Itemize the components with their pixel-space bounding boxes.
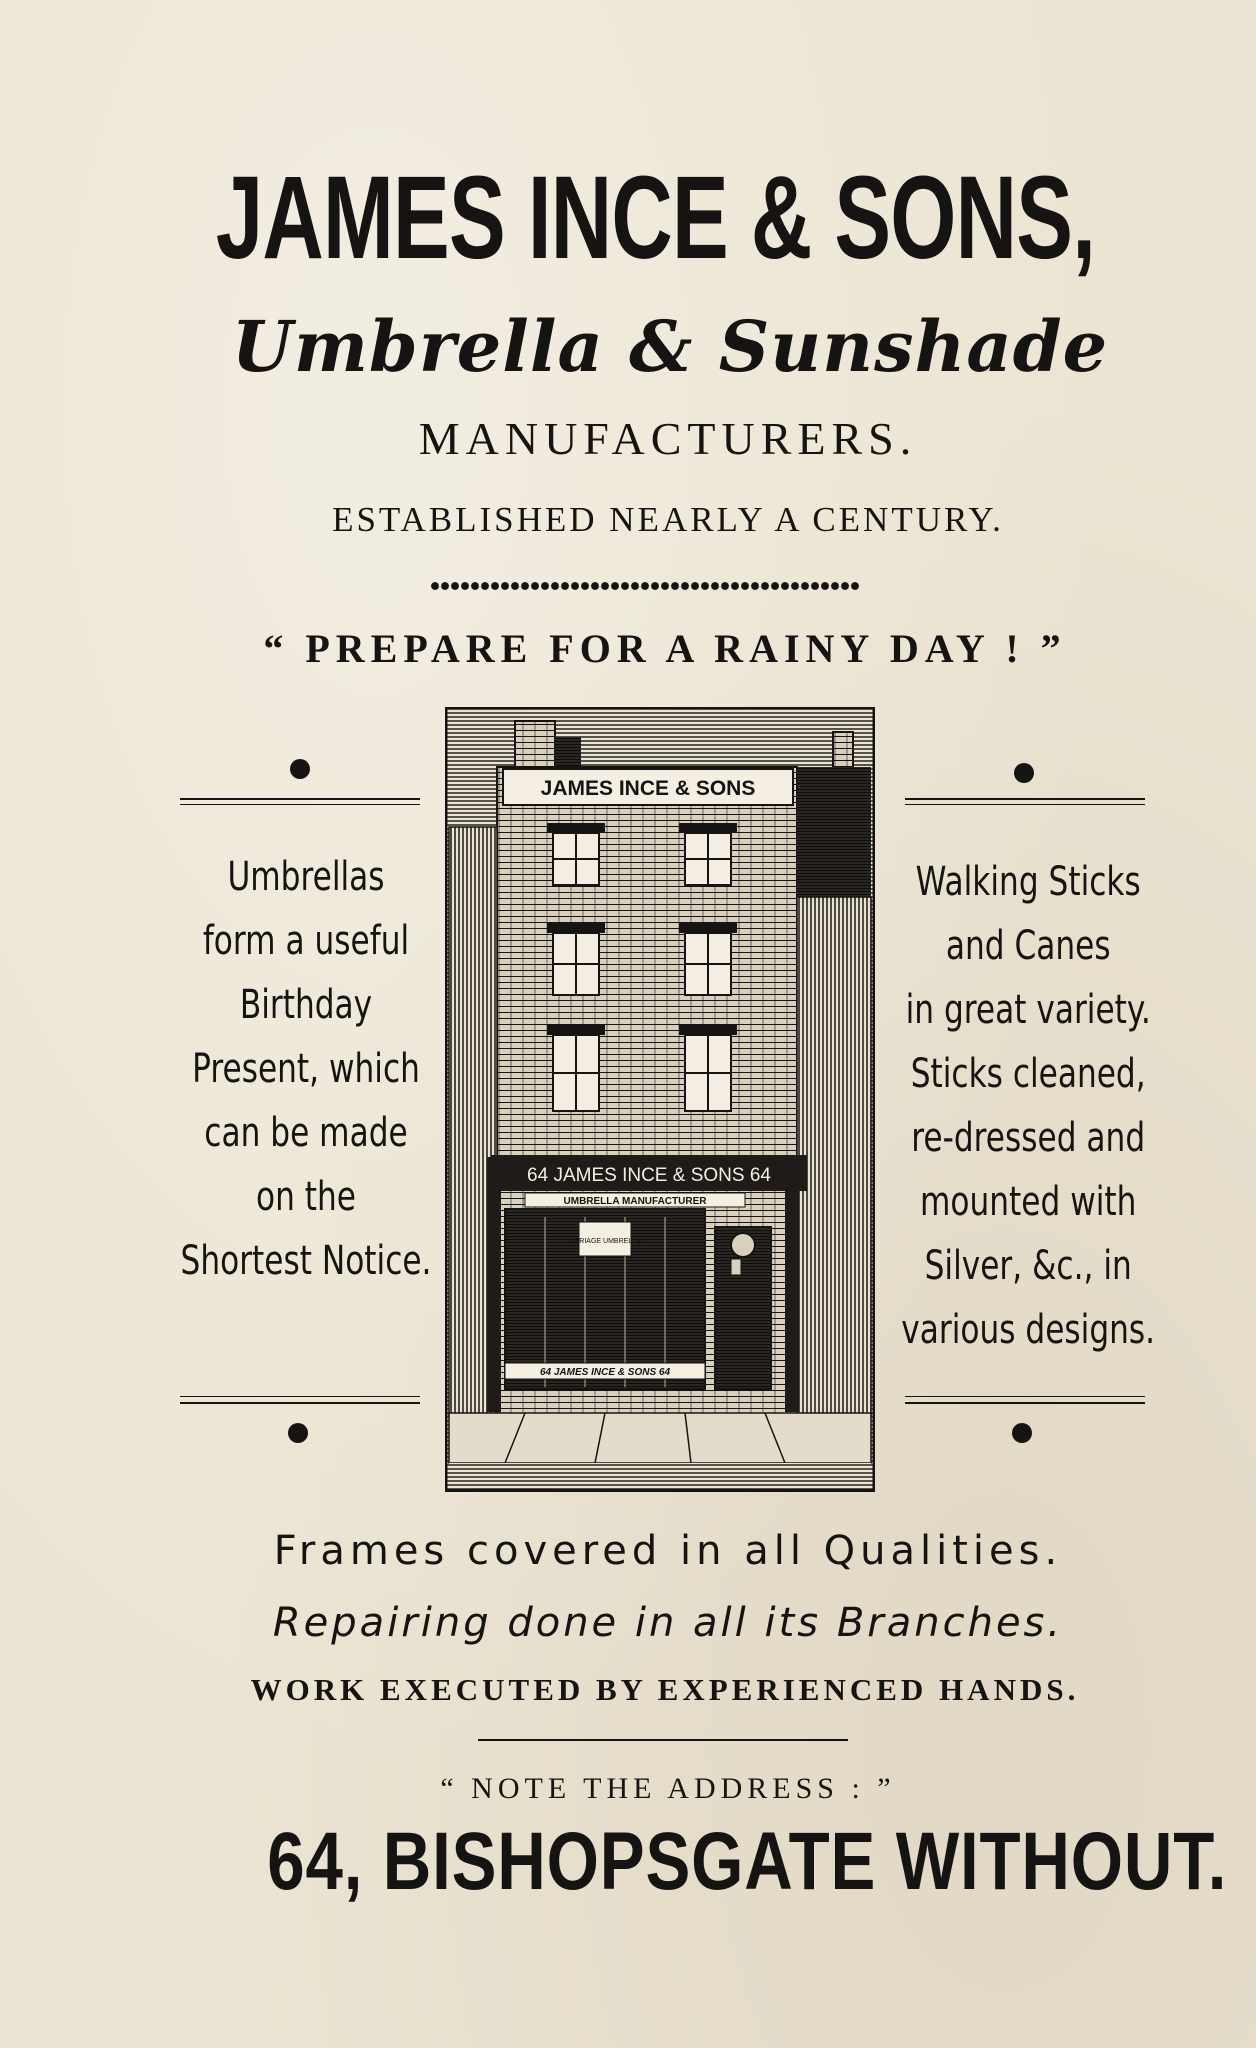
right-bottom-rule-thin — [905, 1396, 1145, 1397]
umbrella-sunshade-subtitle: Umbrella & Sunshade — [231, 305, 1109, 388]
right-line: Walking Sticks — [915, 859, 1141, 905]
left-bottom-rule — [180, 1402, 420, 1404]
left-bottom-bullet — [288, 1423, 308, 1443]
repairing-line: Repairing done in all its Branches. — [272, 1600, 1064, 1646]
motto-line: “ PREPARE FOR A RAINY DAY ! ” — [263, 626, 1067, 671]
left-line: Shortest Notice. — [180, 1238, 432, 1284]
diamond-ornament-rule — [430, 580, 860, 596]
left-top-rule — [180, 798, 420, 800]
window-card-text: CARRIAGE UMBRELLAS — [564, 1238, 646, 1245]
left-top-bullet — [290, 759, 310, 779]
left-top-rule-thin — [180, 804, 420, 805]
manufacturers-line: MANUFACTURERS. — [418, 413, 918, 464]
left-line: can be made — [204, 1110, 408, 1156]
left-line: Umbrellas — [227, 854, 385, 900]
right-top-bullet — [1014, 763, 1034, 783]
address-line: 64, BISHOPSGATE WITHOUT. — [267, 1816, 1228, 1907]
right-line: and Canes — [945, 923, 1111, 969]
shop-sign-text: UMBRELLA MANUFACTURER — [563, 1196, 707, 1207]
left-line: Birthday — [239, 982, 373, 1028]
left-line: on the — [256, 1174, 356, 1220]
right-line: Sticks cleaned, — [910, 1051, 1146, 1097]
step-sign-text: 64 JAMES INCE & SONS 64 — [539, 1367, 671, 1378]
right-top-rule-thin — [905, 804, 1145, 805]
roof-sign-text: JAMES INCE & SONS — [540, 777, 756, 800]
fascia-sign-text: 64 JAMES INCE & SONS 64 — [527, 1165, 771, 1186]
right-line: re-dressed and — [911, 1115, 1146, 1161]
right-line: various designs. — [901, 1307, 1156, 1353]
right-bottom-rule — [905, 1402, 1145, 1404]
left-line: form a useful — [202, 918, 410, 964]
right-bottom-bullet — [1012, 1423, 1032, 1443]
left-bottom-rule-thin — [180, 1396, 420, 1397]
right-column-text — [880, 850, 1176, 1362]
firm-name-heading: JAMES INCE & SONS, — [215, 152, 1096, 284]
established-line: ESTABLISHED NEARLY A CENTURY. — [332, 500, 1004, 539]
right-line: Silver, &c., in — [924, 1243, 1132, 1289]
right-line: in great variety. — [905, 987, 1151, 1033]
frames-line: Frames covered in all Qualities. — [273, 1528, 1063, 1574]
shop-building-engraving — [445, 707, 875, 1492]
left-column-text — [150, 845, 462, 1293]
left-line: Present, which — [192, 1046, 420, 1092]
right-line: mounted with — [920, 1179, 1137, 1225]
separator-rule — [478, 1739, 848, 1741]
note-address-line: “ NOTE THE ADDRESS : ” — [440, 1772, 896, 1805]
work-line: WORK EXECUTED BY EXPERIENCED HANDS. — [250, 1672, 1080, 1707]
right-top-rule — [905, 798, 1145, 800]
